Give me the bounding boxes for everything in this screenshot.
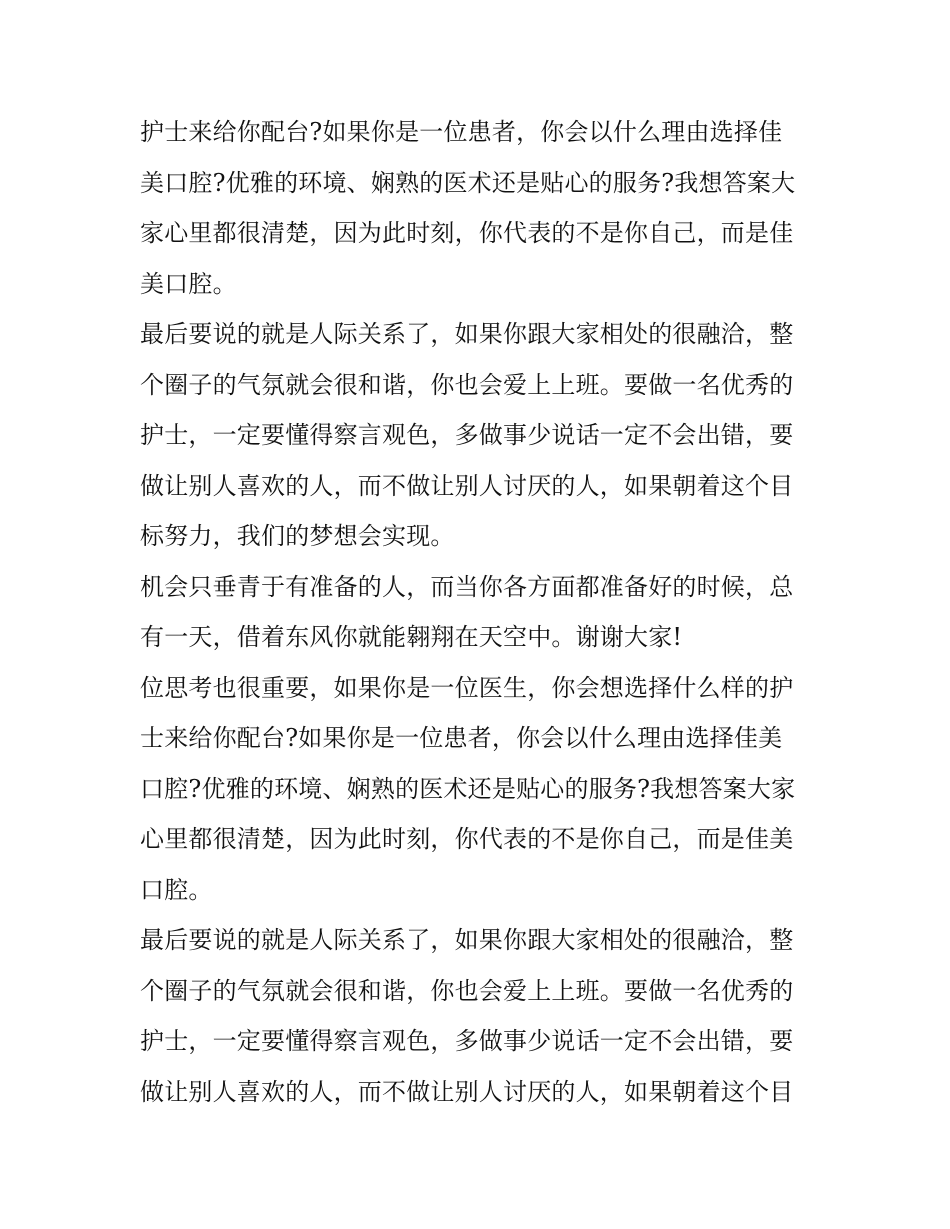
text-line: 护士来给你配台?如果你是一位患者，你会以什么理由选择佳	[140, 118, 783, 146]
document-body-text	[140, 107, 820, 1117]
text-line: 心里都很清楚，因为此时刻，你代表的不是你自己，而是佳美	[140, 825, 794, 853]
text-line: 标努力，我们的梦想会实现。	[140, 522, 455, 550]
text-line: 位思考也很重要，如果你是一位医生，你会想选择什么样的护	[140, 673, 794, 702]
text-line: 最后要说的就是人际关系了，如果你跟大家相处的很融洽，整	[140, 926, 794, 954]
text-line: 家心里都很清楚，因为此时刻，你代表的不是你自己，而是佳	[140, 219, 794, 247]
text-line: 有一天，借着东风你就能翱翔在天空中。谢谢大家!	[140, 623, 683, 651]
text-line: 口腔。	[140, 875, 213, 904]
text-line: 做让别人喜欢的人，而不做让别人讨厌的人，如果朝着这个目	[140, 471, 794, 500]
text-line: 机会只垂青于有准备的人，而当你各方面都准备好的时候，总	[140, 572, 794, 601]
text-line: 士来给你配台?如果你是一位患者，你会以什么理由选择佳美	[140, 724, 783, 752]
text-line: 美口腔?优雅的环境、娴熟的医术还是贴心的服务?我想答案大	[140, 168, 796, 197]
text-line: 个圈子的气氛就会很和谐，你也会爱上上班。要做一名优秀的	[140, 370, 794, 399]
text-line: 口腔?优雅的环境、娴熟的医术还是贴心的服务?我想答案大家	[140, 774, 796, 803]
text-line: 最后要说的就是人际关系了，如果你跟大家相处的很融洽，整	[140, 320, 794, 348]
text-line: 个圈子的气氛就会很和谐，你也会爱上上班。要做一名优秀的	[140, 976, 794, 1005]
text-line: 护士，一定要懂得察言观色，多做事少说话一定不会出错，要	[140, 1027, 794, 1055]
text-line: 护士，一定要懂得察言观色，多做事少说话一定不会出错，要	[140, 421, 794, 449]
text-line: 美口腔。	[140, 269, 237, 298]
text-line: 做让别人喜欢的人，而不做让别人讨厌的人，如果朝着这个目	[140, 1077, 794, 1106]
